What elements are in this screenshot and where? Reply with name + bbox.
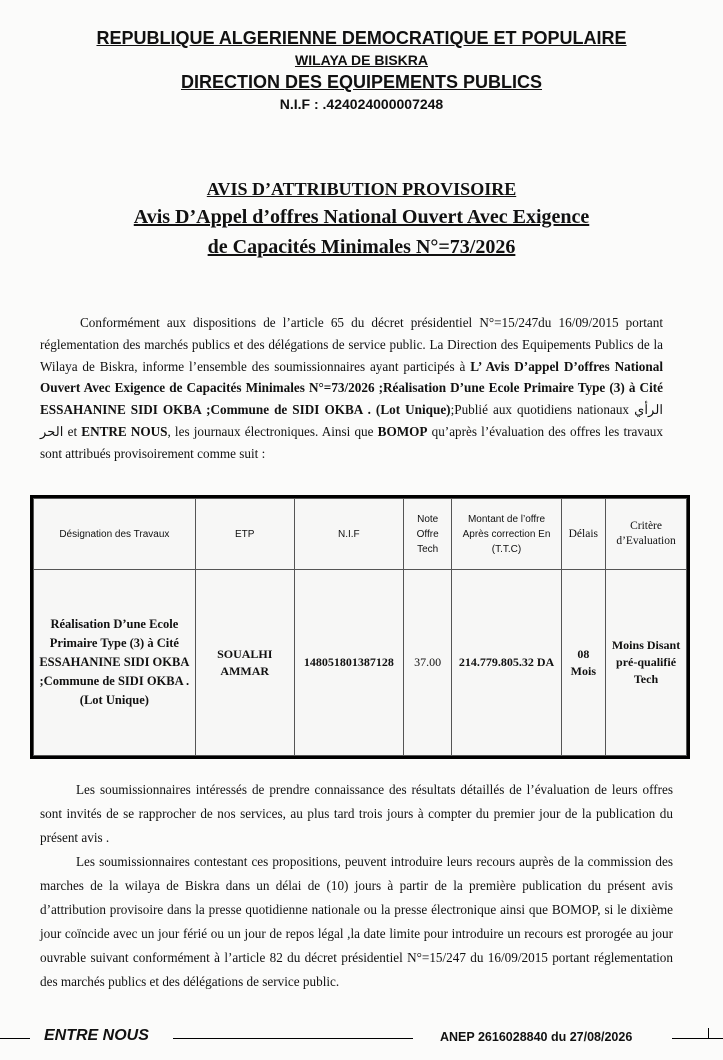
closing-paragraphs <box>40 778 673 994</box>
intro-text-1: Conformément aux dispositions de l’article 65 du décret présidentiel N°=15/247du 16/09/2015 portant réglementation des marchés publics et des délégations de service public. La Direction des Equipements Publics de la Wilaya de Biskra, informe l’ensemble des soumissionnaires ayant participés à <box>40 315 663 374</box>
header-nif: N.I.F <box>294 499 403 570</box>
nif-line: N.I.F : .424024000007248 <box>279 96 444 112</box>
notice-title: AVIS D’ATTRIBUTION PROVISOIRE <box>206 179 517 199</box>
arabic-newspaper-name: الرأي الحر <box>40 402 664 439</box>
intro-bold-project: L’ Avis D’appel D’offres National Ouvert Avec Exigence de Capacités Minimales N°=73/2026 ;Réalisation D’une Ecole Primaire Type (3) à Cité ESSAHANINE SIDI OKBA ;Commune de SIDI OKBA . (Lot Unique) <box>40 358 663 418</box>
table-row <box>34 570 687 756</box>
footer-newspaper: ENTRE NOUS <box>44 1027 149 1044</box>
intro-text-3: et <box>63 423 82 439</box>
cell-montant: 214.779.805.32 DA <box>452 570 561 756</box>
tender-title-line1: Avis D’Appel d’offres National Ouvert Avec Exigence <box>133 206 590 228</box>
footer-divider-left <box>0 1038 30 1039</box>
header-note: Note Offre Tech <box>403 499 452 570</box>
intro-bold-bomop: BOMOP <box>377 423 428 439</box>
tender-title-line2: de Capacités Minimales N°=73/2026 <box>207 236 516 258</box>
header-etp: ETP <box>195 499 294 570</box>
cell-designation: Réalisation D’une Ecole Primaire Type (3) à Cité ESSAHANINE SIDI OKBA ;Commune de SIDI OKBA . (Lot Unique) <box>34 570 196 756</box>
cell-note: 37.00 <box>403 570 452 756</box>
cell-etp: SOUALHI AMMAR <box>195 570 294 756</box>
header-delais: Délais <box>561 499 605 570</box>
footer-anep-reference: ANEP 2616028840 du 27/08/2026 <box>440 1030 633 1044</box>
closing-text-2: Les soumissionnaires contestant ces propositions, peuvent introduire leurs recours auprès de la commission des marches de la wilaya de Biskra dans un délai de (10) jours à partir de la première publication du présent avis d’attribution provisoire dans la presse quotidienne nationale ou la presse électronique ainsi que BOMOP, si le dixième jour coïncide avec un jour férié ou un jour de repos légal ,la date limite pour introduire un recours est prorogée au jour ouvrable suivant conformément à l’article 82 du décret présidentiel N°=15/247 du 16/09/2015 portant réglementation des marchés publics et des délégations de service public. <box>40 854 673 989</box>
footer-divider-middle <box>173 1038 413 1039</box>
footer <box>0 1022 723 1052</box>
header-critere: Critère d’Evaluation <box>606 499 687 570</box>
closing-paragraph-2 <box>40 850 673 994</box>
republic-title: REPUBLIQUE ALGERIENNE DEMOCRATIQUE ET POPULAIRE <box>96 28 627 48</box>
closing-text-1: Les soumissionnaires intéressés de prendre connaissance des résultats détaillés de l’évaluation de leurs offres sont invités de se rapprocher de nos services, au plus tard trois jours à compter du premier jour de la publication du présent avis . <box>40 782 673 845</box>
cell-delais: 08 Mois <box>561 570 605 756</box>
footer-divider-right <box>672 1038 723 1039</box>
attribution-table <box>30 495 690 759</box>
intro-text-5: qu’après l’évaluation des offres les travaux sont attribués provisoirement comme suit : <box>40 423 663 461</box>
closing-paragraph-1 <box>40 778 673 850</box>
footer-corner-tick <box>708 1028 709 1038</box>
document-header <box>0 26 723 114</box>
wilaya-title: WILAYA DE BISKRA <box>294 52 429 68</box>
cell-nif: 148051801387128 <box>294 570 403 756</box>
intro-bold-newspaper: ENTRE NOUS <box>81 423 168 439</box>
table-header-row <box>34 499 687 570</box>
intro-paragraph <box>40 312 663 465</box>
notice-titles <box>0 176 723 262</box>
header-designation: Désignation des Travaux <box>34 499 196 570</box>
intro-text-2: ;Publié aux quotidiens nationaux <box>450 402 635 418</box>
direction-title: DIRECTION DES EQUIPEMENTS PUBLICS <box>180 72 543 92</box>
header-montant: Montant de l’offre Après correction En (T.T.C) <box>452 499 561 570</box>
intro-text-4: , les journaux électroniques. Ainsi que <box>167 423 378 439</box>
cell-critere: Moins Disant pré-qualifié Tech <box>606 570 687 756</box>
